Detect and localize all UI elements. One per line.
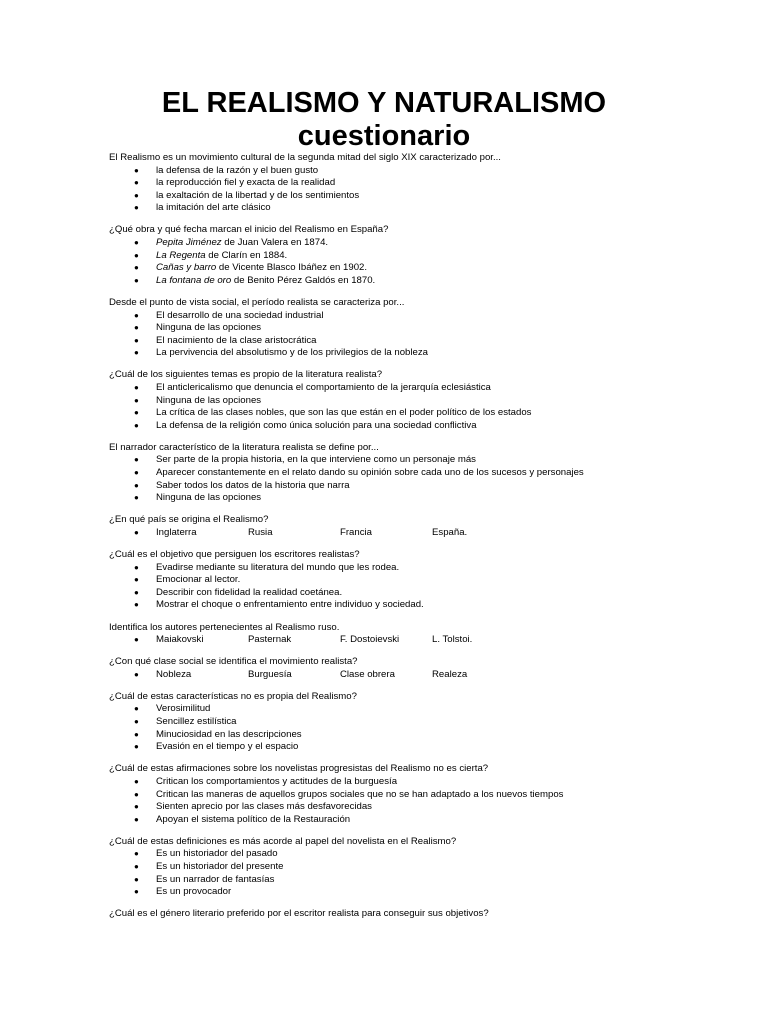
bullet-icon: ● [134,600,139,610]
question-text: ¿Cuál de los siguientes temas es propio de la literatura realista? [109,369,383,381]
option: ● la imitación del arte clásico [134,202,271,214]
question-11 [109,763,749,826]
bullet-icon: ● [134,729,139,739]
question-text: ¿En qué país se origina el Realismo? [109,514,269,526]
work-title: Cañas y barro [156,262,217,274]
bullet-icon: ● [134,704,139,714]
bullet-icon: ● [134,717,139,727]
options-row [109,634,749,647]
options-list [109,382,749,432]
option: ● Es un historiador del presente [134,861,284,872]
question-7 [109,549,749,612]
question-text: ¿Cuál de estas definiciones es más acorde al papel del novelista en el Realismo? [109,835,457,847]
option: Rusia [248,526,273,538]
option: Burguesía [248,668,292,680]
option: ● Cañas y barro de Vicente Blasco Ibáñez en 1902. [134,262,368,274]
question-10 [109,691,749,754]
option: ● Es un narrador de fantasías [134,873,275,885]
option: ● la defensa de la razón y el buen gusto [134,164,319,176]
options-list [109,454,749,504]
options-row [109,669,749,682]
options-list [109,776,749,826]
option: ● la reproducción fiel y exacta de la realidad [134,177,336,189]
bullet-icon: ● [134,789,139,799]
option: ● Ninguna de las opciones [134,322,262,334]
option: ● Es un provocador [134,886,232,898]
option: L. Tolstoi. [432,634,473,646]
option: ● El nacimiento de la clase aristocrática [134,334,317,346]
work-title: La Regenta [156,249,206,261]
option: Francia [340,526,372,538]
bullet-icon: ● [134,395,139,405]
bullet-icon: ● [134,887,139,897]
options-list [109,703,749,753]
questionnaire [109,152,749,930]
option: ● Evasión en el tiempo y el espacio [134,741,299,753]
option: ● El desarrollo de una sociedad industrial [134,309,324,321]
question-9 [109,656,749,681]
option: F. Dostoievski [340,634,400,646]
bullet-icon: ● [134,480,139,490]
work-title: La fontana de oro [156,274,232,286]
question-5 [109,442,749,505]
bullet-icon: ● [134,238,139,248]
option: ● Minuciosidad en las descripciones [134,728,302,740]
options-row [109,527,749,540]
question-text: El Realismo es un movimiento cultural de la segunda mitad del siglo XIX caracterizado por... [109,152,501,163]
options-list [109,562,749,612]
option: Maiakovski [156,634,204,646]
option: ● Critican los comportamientos y actitudes de la burguesía [134,775,398,787]
bullet-icon: ● [134,669,139,679]
option: ● La fontana de oro de Benito Pérez Galdós en 1870. [134,274,376,286]
bullet-icon: ● [134,635,139,645]
option: ● El anticlericalismo que denuncia el comportamiento de la jerarquía eclesiástica [134,382,491,393]
bullet-icon: ● [134,814,139,824]
question-text: ¿Cuál es el género literario preferido por el escritor realista para conseguir sus objetivos? [109,908,489,920]
bullet-icon: ● [134,874,139,884]
question-text: Identifica los autores pertenecientes al Realismo ruso. [109,621,340,633]
bullet-icon: ● [134,203,139,213]
option: ● Emocionar al lector. [134,574,241,586]
bullet-icon: ● [134,335,139,345]
option: ● Ser parte de la propia historia, en la que interviene como un personaje más [134,454,476,466]
option: ● Pepita Jiménez de Juan Valera en 1874. [134,237,329,249]
options-list [109,237,749,287]
question-text: ¿Cuál de estas afirmaciones sobre los novelistas progresistas del Realismo no es cierta? [109,763,489,775]
question-1 [109,152,749,215]
option: ● La defensa de la religión como única solución para una sociedad conflictiva [134,419,477,431]
question-text: ¿Cuál de estas características no es propia del Realismo? [109,690,357,702]
question-8 [109,622,749,647]
bullet-icon: ● [134,383,139,392]
option: España. [432,526,468,538]
bullet-icon: ● [134,776,139,786]
option: ● la exaltación de la libertad y de los sentimientos [134,189,360,201]
option: ● La pervivencia del absolutismo y de los privilegios de la nobleza [134,347,428,359]
bullet-icon: ● [134,408,139,418]
question-3 [109,297,749,360]
question-text: ¿Con qué clase social se identifica el movimiento realista? [109,656,358,668]
options-list [109,848,749,898]
bullet-icon: ● [134,348,139,358]
question-text: ¿Qué obra y qué fecha marcan el inicio del Realismo en España? [109,224,389,236]
bullet-icon: ● [134,575,139,585]
question-text: ¿Cuál es el objetivo que persiguen los escritores realistas? [109,549,360,561]
bullet-icon: ● [134,849,139,859]
option: Realeza [432,668,468,680]
option: ● Describir con fidelidad la realidad coetánea. [134,586,343,598]
option: ● Es un historiador del pasado [134,848,278,860]
question-2 [109,224,749,287]
bullet-icon: ● [134,493,139,503]
option: ● Apoyan el sistema político de la Restauración [134,813,351,825]
page-subtitle: cuestionario [297,120,471,152]
option: Clase obrera [340,668,395,680]
option: ● Critican las maneras de aquellos grupos sociales que no se han adaptado a los nuevos tiempos [134,788,564,800]
bullet-icon: ● [134,802,139,812]
question-13 [109,908,749,921]
page-title: EL REALISMO Y NATURALISMO [161,87,607,119]
bullet-icon: ● [134,263,139,273]
bullet-icon: ● [134,165,139,175]
bullet-icon: ● [134,562,139,572]
options-list [109,165,749,215]
option: ● Evadirse mediante su literatura del mundo que les rodea. [134,561,400,573]
option: ● Verosimilitud [134,703,211,715]
bullet-icon: ● [134,420,139,430]
bullet-icon: ● [134,250,139,260]
bullet-icon: ● [134,527,139,537]
work-title: Pepita Jiménez [156,237,222,249]
option: Inglaterra [156,526,197,538]
bullet-icon: ● [134,178,139,188]
option: Pasternak [248,634,292,646]
option: ● Ninguna de las opciones [134,394,262,406]
question-text: El narrador característico de la literatura realista se define por... [109,441,379,453]
option: ● Aparecer constantemente en el relato dando su opinión sobre cada uno de los sucesos y personajes [134,467,584,479]
bullet-icon: ● [134,310,139,320]
question-4 [109,369,749,432]
bullet-icon: ● [134,862,139,871]
bullet-icon: ● [134,190,139,200]
bullet-icon: ● [134,455,139,465]
options-list [109,310,749,360]
question-text: Desde el punto de vista social, el período realista se caracteriza por... [109,296,405,308]
bullet-icon: ● [134,742,139,752]
option: Nobleza [156,668,192,680]
bullet-icon: ● [134,468,139,478]
bullet-icon: ● [134,323,139,333]
option: ● Saber todos los datos de la historia que narra [134,479,350,491]
option: ● La crítica de las clases nobles, que son las que están en el poder político de los estados [134,407,532,419]
option: ● Sencillez estilística [134,716,237,728]
option: ● Sienten aprecio por las clases más desfavorecidas [134,801,372,813]
option: ● Mostrar el choque o enfrentamiento entre individuo y sociedad. [134,599,424,611]
bullet-icon: ● [134,275,139,285]
bullet-icon: ● [134,587,139,597]
option: ● Ninguna de las opciones [134,492,262,504]
question-6 [109,514,749,539]
question-12 [109,836,749,899]
option: ● La Regenta de Clarín en 1884. [134,249,288,261]
